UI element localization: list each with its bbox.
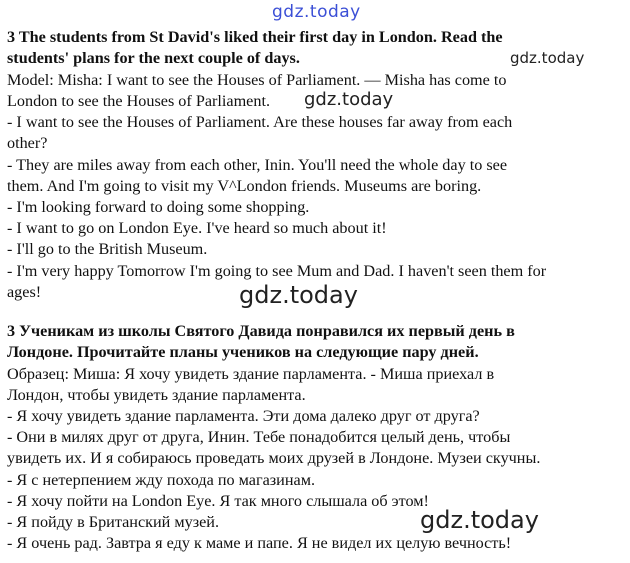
watermark-top: gdz.today [272,2,361,22]
russian-line-4: - Они в милях друг от друга, Инин. Тебе понадобится целый день, чтобы [7,428,511,446]
russian-title-line-1: 3 Ученикам из школы Святого Давида понравился их первый день в [7,322,515,340]
english-line-4: other? [7,134,48,152]
russian-line-9: - Я очень рад. Завтра я еду к маме и папе. Я не видел их целую вечность! [7,534,512,552]
english-line-11: ages! [7,283,42,301]
watermark-inline: gdz.today [304,89,394,110]
russian-line-2: Лондон, чтобы увидеть здание парламента. [7,386,306,404]
russian-line-7: - Я хочу пойти на London Eye. Я так много слышала об этом! [7,492,429,510]
english-line-5: - They are miles away from each other, Inin. You'll need the whole day to see [7,156,508,174]
english-line-1: Model: Misha: I want to see the Houses of Parliament. — Misha has come to [7,71,507,89]
russian-line-8: - Я пойду в Британский музей. [7,513,219,531]
english-line-6: them. And I'm going to visit my V^London friends. Museums are boring. [7,177,482,195]
english-title-line-1: 3 The students from St David's liked their first day in London. Read the [7,28,503,46]
watermark-right: gdz.today [510,49,585,67]
watermark-bottom: gdz.today [420,506,539,534]
english-title-line-2: students' plans for the next couple of days. [7,49,300,67]
english-line-7: - I'm looking forward to doing some shopping. [7,198,310,216]
russian-line-6: - Я с нетерпением жду похода по магазинам. [7,471,315,489]
russian-title-line-2: Лондоне. Прочитайте планы учеников на следующие пару дней. [7,343,479,361]
watermark-middle: gdz.today [239,281,358,309]
english-line-8: - I want to go on London Eye. I've heard so much about it! [7,219,387,237]
english-line-9: - I'll go to the British Museum. [7,240,208,258]
english-line-2: London to see the Houses of Parliament. [7,92,270,110]
russian-line-1: Образец: Миша: Я хочу увидеть здание парламента. - Миша приехал в [7,365,495,383]
english-line-10: - I'm very happy Tomorrow I'm going to see Mum and Dad. I haven't seen them for [7,262,547,280]
russian-line-5: увидеть их. И я собираюсь проведать моих друзей в Лондоне. Музеи скучны. [7,449,541,467]
english-line-3: - I want to see the Houses of Parliament. Are these houses far away from each [7,113,513,131]
russian-line-3: - Я хочу увидеть здание парламента. Эти дома далеко друг от друга? [7,407,480,425]
